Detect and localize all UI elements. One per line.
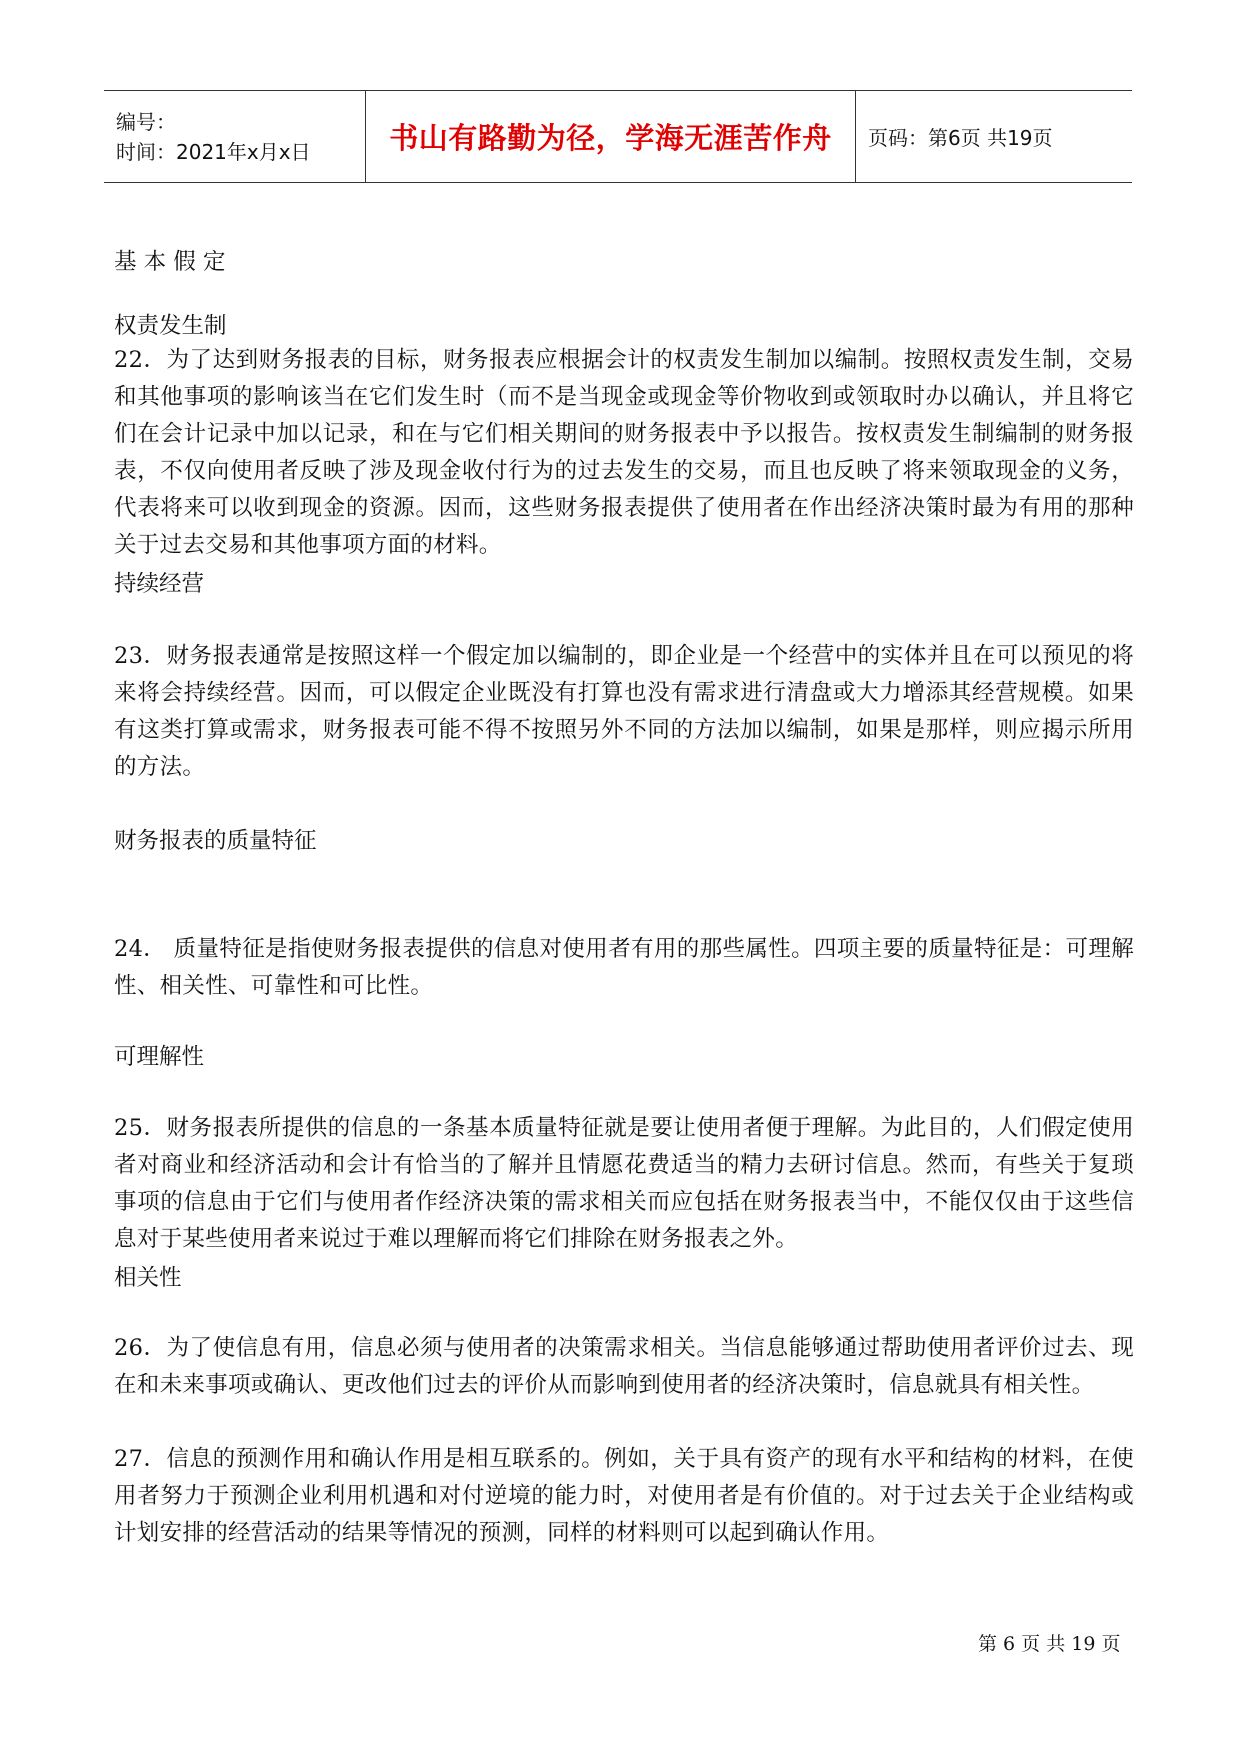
header-motto: 书山有路勤为径，学海无涯苦作舟: [389, 121, 832, 155]
paragraph-22: 22．为了达到财务报表的目标，财务报表应根据会计的权责发生制加以编制。按照权责发生制，交易和其他事项的影响该当在它们发生时（而不是当现金或现金等价物收到或领取时办以确认，并且将它们在会计记录中加以记录，和在与它们相关期间的财务报表中予以报告。按权责发生制编制的财务报表，不仅向使用者反映了涉及现金收付行为的过去发生的交易，而且也反映了将来领取现金的义务，代表将来可以收到现金的资源。因而，这些财务报表提供了使用者在作出经济决策时最为有用的那种关于过去交易和其他事项方面的材料。: [114, 347, 1134, 558]
page-footer: 第 6 页 共 19 页: [978, 1633, 1121, 1655]
header-page-cell: [856, 91, 1132, 182]
paragraph-26: 26．为了使信息有用，信息必须与使用者的决策需求相关。当信息能够通过帮助使用者评价过去、现在和未来事项或确认、更改他们过去的评价从而影响到使用者的经济决策时，信息就具有相关性。: [114, 1335, 1134, 1398]
paragraph-27: 27．信息的预测作用和确认作用是相互联系的。例如，关于具有资产的现有水平和结构的材料，在使用者努力于预测企业利用机遇和对付逆境的能力时，对使用者是有价值的。对于过去关于企业结构或计划安排的经营活动的结果等情况的预测，同样的材料则可以起到确认作用。: [114, 1446, 1134, 1546]
section-heading-understandability: 可理解性: [114, 1044, 205, 1070]
section-heading-basic-assumptions: 基 本 假 定: [114, 249, 226, 275]
paragraph-23: 23．财务报表通常是按照这样一个假定加以编制的，即企业是一个经营中的实体并且在可以预见的将来将会持续经营。因而，可以假定企业既没有打算也没有需求进行清盘或大力增添其经营规模。如果有这类打算或需求，财务报表可能不得不按照另外不同的方法加以编制，如果是那样，则应揭示所用的方法。: [114, 643, 1134, 780]
header-time-label: 时间：2021年x月x日: [116, 139, 311, 164]
section-heading-going-concern: 持续经营: [114, 571, 205, 597]
paragraph-25: 25．财务报表所提供的信息的一条基本质量特征就是要让使用者便于理解。为此目的，人们假定使用者对商业和经济活动和会计有恰当的了解并且情愿花费适当的精力去研讨信息。然而，有些关于复琐事项的信息由于它们与使用者作经济决策的需求相关而应包括在财务报表当中，不能仅仅由于这些信息对于某些使用者来说过于难以理解而将它们排除在财务报表之外。: [114, 1115, 1134, 1252]
section-heading-relevance: 相关性: [114, 1265, 182, 1291]
header-page-label: 页码：第6页 共19页: [868, 126, 1053, 150]
section-heading-qualitative: 财务报表的质量特征: [114, 828, 317, 854]
header-number-label: 编号：: [116, 109, 176, 134]
header-left-cell: [104, 91, 366, 182]
page-header: [104, 90, 1132, 183]
section-heading-accrual-basis: 权责发生制: [114, 313, 227, 339]
paragraph-24: 24． 质量特征是指使财务报表提供的信息对使用者有用的那些属性。四项主要的质量特征是：可理解性、相关性、可靠性和可比性。: [114, 936, 1134, 999]
header-motto-cell: [366, 91, 856, 182]
